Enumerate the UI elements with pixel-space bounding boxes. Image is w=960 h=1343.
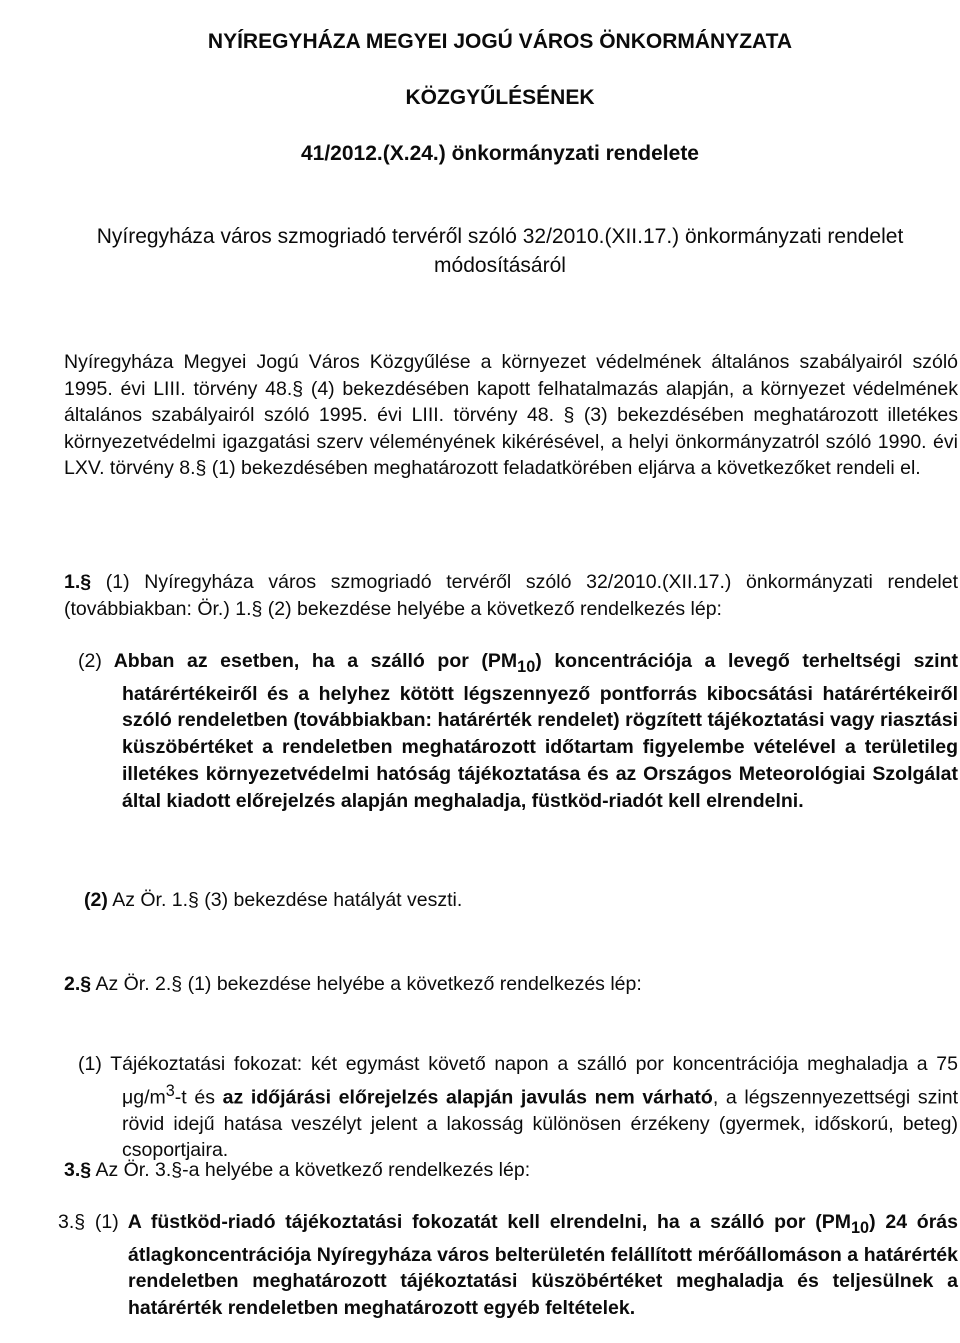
section-3-text: Az Ör. 3.§-a helyébe a következő rendelkezés lép: [95,1159,531,1181]
section-1-text: (1) Nyíregyháza város szmogriadó tervéről szóló 32/2010.(XII.17.) önkormányzati rendelet (továbbiakban: Ör.) 1.§ (2) bekezdése helyébe a következő rendelkezés lép: [64,571,958,620]
section-2-heading: 2.§ [64,973,92,995]
body-heading: KÖZGYŰLÉSÉNEK [405,86,595,109]
section-2-intro [64,971,958,998]
issuer-heading: NYÍREGYHÁZA MEGYEI JOGÚ VÁROS ÖNKORMÁNYZATA [207,30,793,53]
preamble-paragraph: Nyíregyháza Megyei Jogú Város Közgyűlése a környezet védelmének általános szabályairól szóló 1995. évi LIII. törvény 48.§ (4) bekezdésében kapott felhatalmazás alapján, a környezet védelmének általános szabályairól szóló 1995. évi LIII. törvény 48. § (3) bekezdésében meghatározott illetékes környezetvédelmi igazgatási szerv véleményének kikérésével, a helyi önkormányzatról szóló 1990. évi LXV. törvény 8.§ (1) bekezdésében meghatározott feladatkörében eljárva a következőket rendeli el. [64,351,958,480]
section-2-text: Az Ör. 2.§ (1) bekezdése helyébe a következő rendelkezés lép: [95,973,642,995]
section-1-intro [64,569,958,622]
regulation-number: 41/2012.(X.24.) önkormányzati rendelete [300,142,699,165]
section-1-new-paragraph: (2) Abban az esetben, ha a szálló por $(PM_{10})$ koncentrációja a levegő terheltségi szint határértékeiről és a helyhez kötött légszennyező pontforrás kibocsátási határértékeiről szóló rendeletben (továbbiakban: határérték rendelet) rögzített tájékoztatási vagy riasztási küszöbértéket a rendeletben meghatározott időtartam figyelembe vételével a területileg illetékes környezetvédelmi hatóság tájékoztatása és az Országos Meteorológiai Szolgálat által kiadott előrejelzés alapján meghaladja, füstköd-riadót kell elrendelni. [78,650,958,812]
section-2-new-paragraph: (1) Tájékoztatási fokozat: két egymást követő napon a szálló por koncentrációja meghaladja a 75 $\mu g/m^3-t$ és az időjárási előrejelzés alapján javulás nem várható, a légszennyezettségi szint rövid idejű hatása veszélyt jelent a lakosság különösen érzékeny (gyermek, időskorú, beteg) csoportjaira. [78,1053,958,1162]
regulation-subject: Nyíregyháza város szmogriadó tervéről szóló 32/2010.(XII.17.) önkormányzati rendelet módosításáról [96,225,904,277]
section-3-intro [64,1157,958,1184]
section-1-heading: 1.§ [64,571,92,593]
section-3-new-paragraph: 3.§ (1) A füstköd-riadó tájékoztatási fokozatát kell elrendelni, ha a szálló por $(PM_{10})$ 24 órás átlagkoncentrációja Nyíregyháza város belterületén felállított mérőállomáson a határérték rendeletben meghatározott tájékoztatási küszöbértéket meghaladja és teljesülnek a határérték rendeletben meghatározott egyéb feltételek. [58,1211,958,1320]
section-3-heading: 3.§ [64,1159,92,1181]
new-paragraph-label: (2) [78,650,102,672]
section-1-subsection-2: (2) Az Ör. 1.§ (3) bekezdése hatályát veszti. [84,889,463,911]
